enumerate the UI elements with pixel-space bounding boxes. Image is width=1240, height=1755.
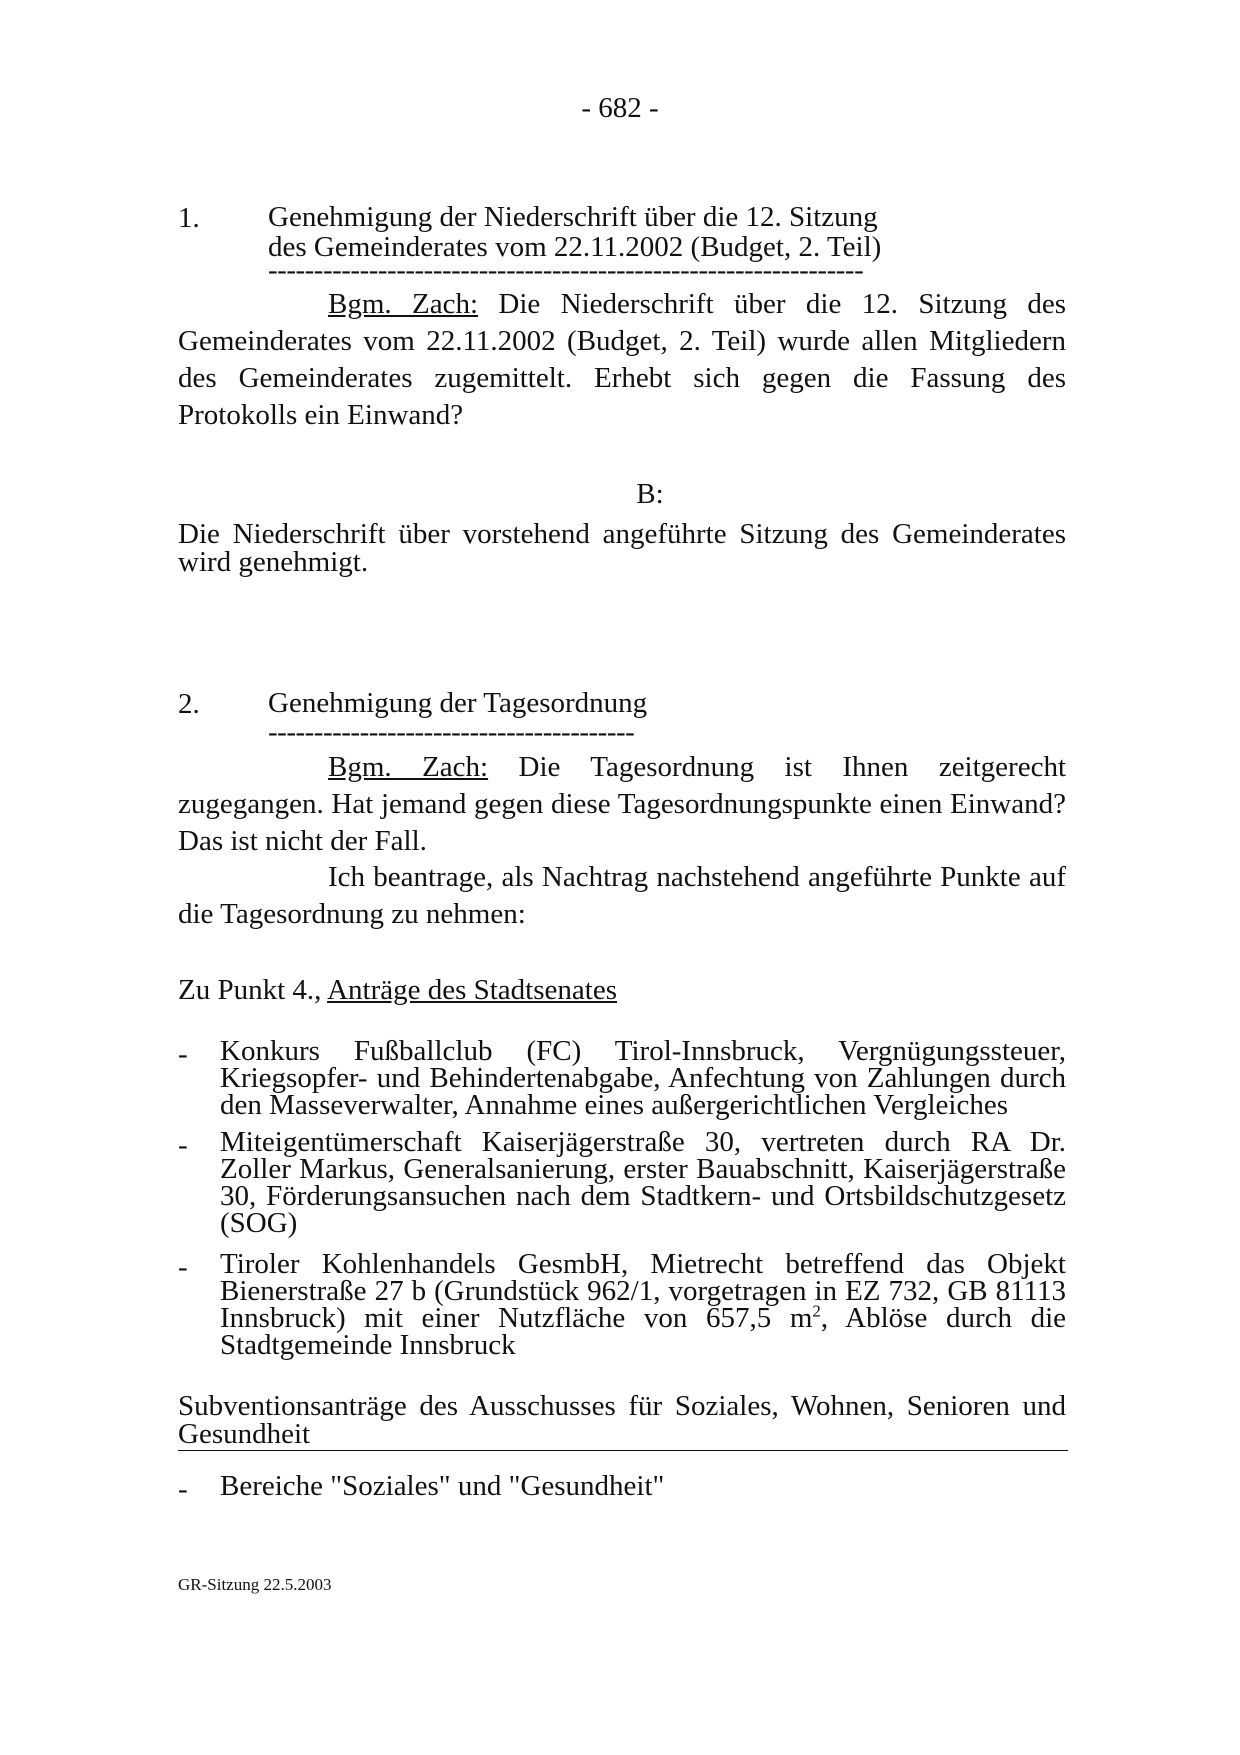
bullet-dash: - — [178, 1038, 188, 1070]
list-item — [178, 1126, 1066, 1249]
list-item — [178, 1035, 1066, 1128]
superscript-2: 2 — [812, 1301, 821, 1321]
zu-punkt-line — [178, 974, 617, 1007]
list-item-text: Bereiche "Soziales" und "Gesundheit" — [220, 1470, 665, 1502]
list-item-text-part: , Ablöse durch die Stadtgemeinde Innsbruck — [220, 1302, 1067, 1361]
list-item-text: Konkurs Fußballclub (FC) Tirol-Innsbruck, Vergnügungssteuer, Kriegsopfer- und Behindertenabgabe, Anfechtung von Zahlungen durch den Masseverwalter, Annahme eines außergerichtlichen Vergleiches — [220, 1035, 1066, 1121]
list-item-text: Miteigentümerschaft Kaiserjägerstraße 30, vertreten durch RA Dr. Zoller Markus, Generalsanierung, erster Bauabschnitt, Kaiserjägerstraße 30, Förderungsansuchen nach dem Stadtkern- und Ortsbildschutzgesetz (SOG) — [220, 1126, 1066, 1239]
section-1-statement — [178, 286, 1066, 434]
section-1-title-line1: Genehmigung der Niederschrift über die 12. Sitzung — [268, 201, 878, 233]
section-1-text: Die Niederschrift über die 12. Sitzung des Gemeinderates vom 22.11.2002 (Budget, 2. Teil) wurde allen Mitgliedern des Gemeinderates zugemittelt. Erhebt sich gegen die Fassung des Protokolls ein Einwand? — [178, 288, 1066, 431]
list-item — [178, 1470, 1066, 1507]
heading-underline-rule — [178, 1450, 1068, 1451]
section-2-title: Genehmigung der Tagesordnung — [268, 687, 648, 719]
page-number: - 682 - — [581, 92, 659, 124]
list-item-text — [220, 1248, 1067, 1361]
zu-punkt-prefix: Zu Punkt 4., — [178, 974, 328, 1006]
section-1-title — [268, 202, 881, 262]
section-1-b-label: B: — [636, 478, 664, 510]
section-2-speaker: Bgm. Zach: — [328, 751, 489, 783]
bullet-dash: - — [178, 1251, 188, 1283]
section-1-title-line2: des Gemeinderates vom 22.11.2002 (Budget, 2. Teil) — [268, 231, 882, 263]
footer-session-date: GR-Sitzung 22.5.2003 — [178, 1575, 332, 1594]
zu-punkt-heading: Anträge des Stadtsenates — [327, 974, 617, 1006]
section-1-dash-rule: ----------------------------------------------------------------- — [268, 254, 864, 286]
list-item-text-part: Tiroler Kohlenhandels GesmbH, Mietrecht betreffend das Objekt Bienerstraße 27 b (Grundstück 962/1, vorgetragen in EZ 732, GB 81113 Innsbruck) mit einer Nutzfläche von 657,5 m — [220, 1248, 1066, 1334]
section-2-number: 2. — [178, 688, 200, 720]
section-2-request — [178, 859, 1066, 933]
list-item — [178, 1248, 1067, 1371]
section-1-number: 1. — [178, 202, 200, 234]
section-2-statement — [178, 749, 1066, 860]
subvention-heading: Subventionsanträge des Ausschusses für Soziales, Wohnen, Senioren und Gesundheit — [178, 1390, 1066, 1450]
section-2-dash-rule: ---------------------------------------- — [268, 716, 635, 748]
section-1-speaker: Bgm. Zach: — [328, 288, 479, 320]
section-2-text: Die Tagesordnung ist Ihnen zeitgerecht zugegangen. Hat jemand gegen diese Tagesordnungspunkte einen Einwand? Das ist nicht der Fall. — [178, 751, 1067, 857]
bullet-dash: - — [178, 1129, 188, 1161]
bullet-dash: - — [178, 1473, 188, 1505]
section-2-request-text: Ich beantrage, als Nachtrag nachstehend angeführte Punkte auf die Tagesordnung zu nehmen: — [178, 861, 1066, 930]
section-1-decision: Die Niederschrift über vorstehend angeführte Sitzung des Gemeinderates wird genehmigt. — [178, 518, 1066, 578]
